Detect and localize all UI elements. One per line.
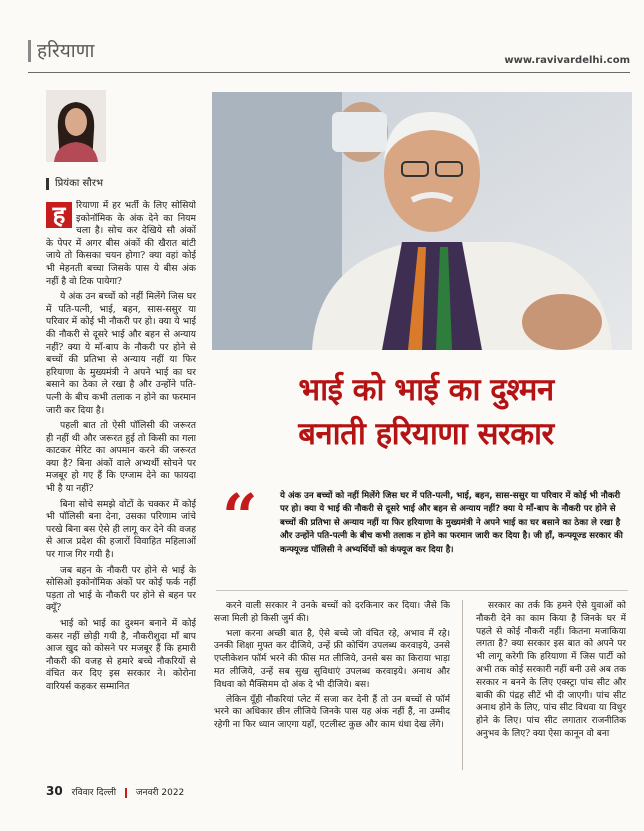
column-divider bbox=[462, 600, 463, 770]
left-paragraph: रियाणा में हर भर्ती के लिए सोसियो इकोनॉमिक के अंक देने का नियम चला है। सोच कर देखिये सौ अंकों के पेपर में अगर बीस अंकों की खैरात बांटी जाये तो किसका चयन होगा? क्या वहां कोई भी मेहनती बच्चा जिसके पास ये बीस अंक नहीं है वो टिक पायेगा? bbox=[46, 200, 196, 287]
middle-paragraph: लेकिन यूँही नौकरियां प्लेट में सजा कर देनी हैं तो उन बच्चों से फॉर्म भरने का अधिकार छीन लीजिये जिनके पास यह अंक नहीं हैं, ना उम्मीद रहेगी ना फिर ध्यान जाएगा यहाँ, एटलीस्ट कुछ और काम धंधा देख लेंगे। bbox=[214, 694, 450, 731]
issue-date: जनवरी 2022 bbox=[135, 788, 185, 798]
section-tab: हरियाणा bbox=[28, 40, 94, 62]
pullquote: ये अंक उन बच्चों को नहीं मिलेंगे जिस घर में पति-पत्नी, भाई, बहन, सास-ससुर या परिवार में कोई भी नौकरी पर हो। क्या ये भाई की नौकरी से दूसरे भाई और बहन से अन्याय नहीं? क्या ये माँ-बाप के नौकरी पर होने से बच्चों की प्रतिभा से अन्याय नहीं या फिर हरियाणा के मुख्यमंत्री ने अपने भाई का घर बसाने का ठेका ले रखा है और उन्होंने पति-पत्नी के बीच कभी तलाक न होने का फरमान जारी कर दिया है। जी हाँ, कन्फ्यूज्ड सरकार की कन्फ्यूज्ड पॉलिसी ने अभ्यर्थियों को कंफ्यूज कर दिया है। bbox=[280, 491, 623, 555]
author-photo bbox=[46, 90, 106, 162]
left-paragraph: भाई को भाई का दुश्मन बनाने में कोई कसर नहीं छोड़ी गयी है, नौकरीशुदा माँ बाप आज खुद को कोसने पर मजबूर हैं कि हमारी नौकरी की वजह से हमारे बच्चे नौकरियों से वंचित कर दिए इस सरकार ने। कोरोना वारियर्स कहकर सम्मानित bbox=[46, 618, 196, 692]
right-column bbox=[476, 600, 626, 774]
page-number: 30 bbox=[46, 784, 63, 798]
middle-column bbox=[214, 600, 450, 774]
publication-name: रविवार दिल्ली bbox=[71, 788, 117, 798]
top-rule bbox=[28, 72, 630, 73]
site-url[interactable]: www.ravivardelhi.com bbox=[504, 55, 630, 66]
author-byline: प्रियंका सौरभ bbox=[46, 178, 103, 190]
left-paragraph: जब बहन के नौकरी पर होने से भाई के सोसिओ इकोनॉमिक अंकों पर कोई फर्क नहीं पड़ता तो भाई के नौकरी पर होने से बहन पर क्यूँ? bbox=[46, 564, 196, 614]
left-paragraph: बिना सोचे समझे वोटों के चक्कर में कोई भी पॉलिसी बना देना, उसका परिणाम जांचे परखे बिना बस ऐसे ही लागू कर देने की वजह से आज प्रदेश की हजारों विवाहित महिलाओं पर गाज गिर गयी है। bbox=[46, 498, 196, 561]
headline-line-2: बनाती हरियाणा सरकार bbox=[298, 416, 554, 452]
left-paragraph: पहली बात तो ऐसी पॉलिसी की जरूरत ही नहीं थी और जरूरत हुई तो किसी का गला काटकर मेरिट का अपमान करने की जरूरत क्या है? बिना अंकों वाले अभ्यर्थी सोचने पर मजबूर हो गए हैं कि एग्जाम देने का फायदा भी है या नहीं? bbox=[46, 420, 196, 495]
footer bbox=[46, 784, 184, 798]
quote-mark-icon: “ bbox=[222, 480, 258, 553]
left-column bbox=[46, 200, 196, 770]
middle-paragraph: भला करना अच्छी बात है, ऐसे बच्चे जो वंचित रहे, अभाव में रहे। उनकी शिक्षा मुफ्त कर दीजिये, उन्हें फ्री कोचिंग उपलब्ध करवाइये, उनसे एप्लीकेशन फॉर्म भरने की फीस मत लीजिये, उनसे बस का किराया भाड़ा मत लीजिये, उन्हें सब सुख सुविधाएं उपलब्ध करवाइये। अनाथ और विधवा को मैक्सिमम दो अंक दे भी दीजिये। बस। bbox=[214, 628, 450, 690]
dropcap: ह bbox=[46, 202, 72, 228]
headline-line-1: भाई को भाई का दुश्मन bbox=[298, 372, 554, 408]
footer-separator bbox=[125, 788, 127, 798]
left-paragraph: ये अंक उन बच्चों को नहीं मिलेंगे जिस घर में पति-पत्नी, भाई, बहन, सास-ससुर या परिवार में कोई भी नौकरी पर हो। क्या ये भाई की नौकरी से दूसरे भाई और बहन से अन्याय नहीं? क्या ये माँ-बाप के नौकरी पर होने से बच्चों की प्रतिभा से अन्याय नहीं या फिर हरियाणा के मुख्यमंत्री ने अपने भाई का घर बसाने का ठेका ले रखा है और उन्होंने पति-पत्नी के बीच कभी तलाक न होने का फरमान जारी कर दिया है। bbox=[46, 291, 196, 416]
right-paragraph: सरकार का तर्क कि हमने ऐसे युवाओं को नौकरी देने का काम किया है जिनके घर में पहले से कोई नौकरी नहीं। कितना मजाकिया लगता है? क्या सरकार इस बात को अपने पर भी लागू करेगी कि हरियाणा में जिस पार्टी को अभी तक कोई सरकारी नहीं बनी उसे अब तक सरकार न बनने के लिए एक्स्ट्रा पांच सीट और बाकी की पंद्रह सीटें भी दी जाएगी। पांच सीट अनाथ होने के लिए, पांच सीट विधवा या विधुर होने के लिए। पांच सीट लगातार राजनीतिक अनुभव के लिए? क्या ऐसा कानून वो बना bbox=[476, 601, 626, 739]
middle-paragraph: करने वाली सरकार ने उनके बच्चों को दरकिनार कर दिया। जैसे कि सजा मिली हो किसी जुर्म की। bbox=[214, 601, 450, 624]
main-photo bbox=[212, 92, 632, 350]
pullquote-divider bbox=[216, 590, 628, 591]
headline bbox=[216, 368, 636, 456]
